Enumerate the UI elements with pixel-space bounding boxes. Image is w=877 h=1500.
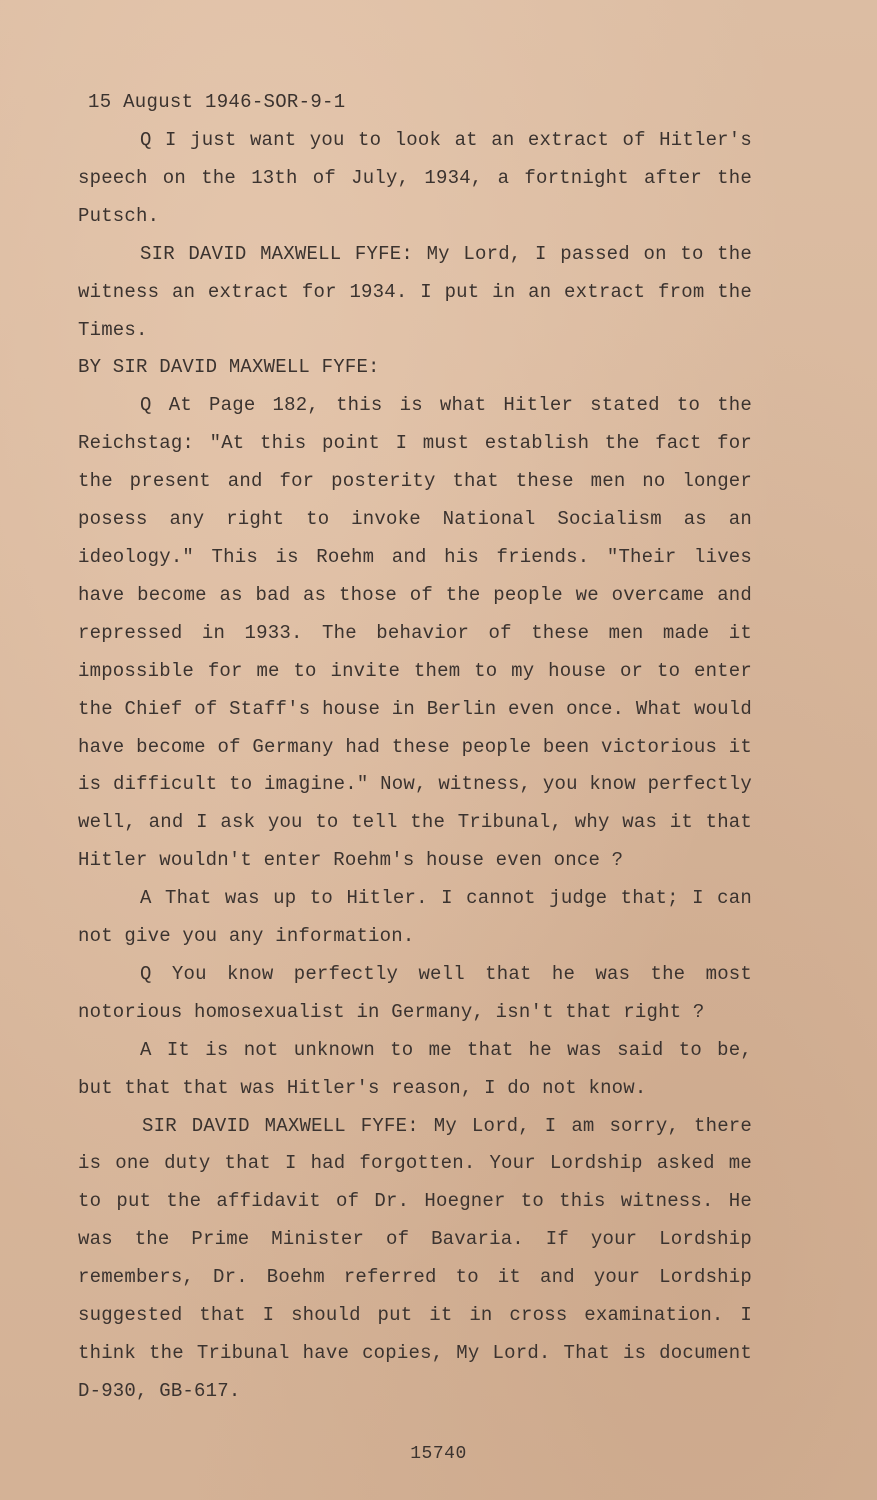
counsel-statement-paragraph: SIR DAVID MAXWELL FYFE: My Lord, I am sorry, there is one duty that I had forgotten. Your Lordship asked me to put the affidavit of Dr. Hoegner to this witness. He was the Prime Minister of Bavaria. If your Lordship remembers, Dr. Boehm referred to it and your Lordship suggested that I should put it in cross examination. I think the Tribunal have copies, My Lord. That is document D-930, GB-617. xyxy=(78,1114,752,1402)
question-paragraph: Q You know perfectly well that he was the most notorious homosexualist in Germany, isn't that right ? xyxy=(78,962,752,1023)
answer-paragraph: A It is not unknown to me that he was said to be, but that that was Hitler's reason, I do not know. xyxy=(78,1038,752,1099)
question-paragraph: Q At Page 182, this is what Hitler stated to the Reichstag: "At this point I must establish the fact for the present and for posterity that these men no longer posess any right to invoke National Socialism as an ideology." This is Roehm and his friends. "Their lives have become as bad as those of the people we overcame and repressed in 1933. The behavior of these men made it impossible for me to invite them to my house or to enter the Chief of Staff's house in Berlin even once. What would have become of Germany had these people been victorious it is difficult to imagine." Now, witness, you know perfectly well, and I ask you to tell the Tribunal, why was it that Hitler wouldn't enter Roehm's house even once ? xyxy=(78,394,752,872)
page-number: 15740 xyxy=(410,1444,467,1464)
examiner-heading: BY SIR DAVID MAXWELL FYFE: xyxy=(78,356,380,379)
answer-paragraph: A That was up to Hitler. I cannot judge that; I can not give you any information. xyxy=(78,887,752,948)
document-header: 15 August 1946-SOR-9-1 xyxy=(88,91,346,113)
question-paragraph: Q I just want you to look at an extract of Hitler's speech on the 13th of July, 1934, a fortnight after the Putsch. xyxy=(78,129,752,227)
document-body xyxy=(78,122,752,1411)
counsel-statement-paragraph: SIR DAVID MAXWELL FYFE: My Lord, I passed on to the witness an extract for 1934. I put in an extract from the Times. xyxy=(78,242,752,341)
